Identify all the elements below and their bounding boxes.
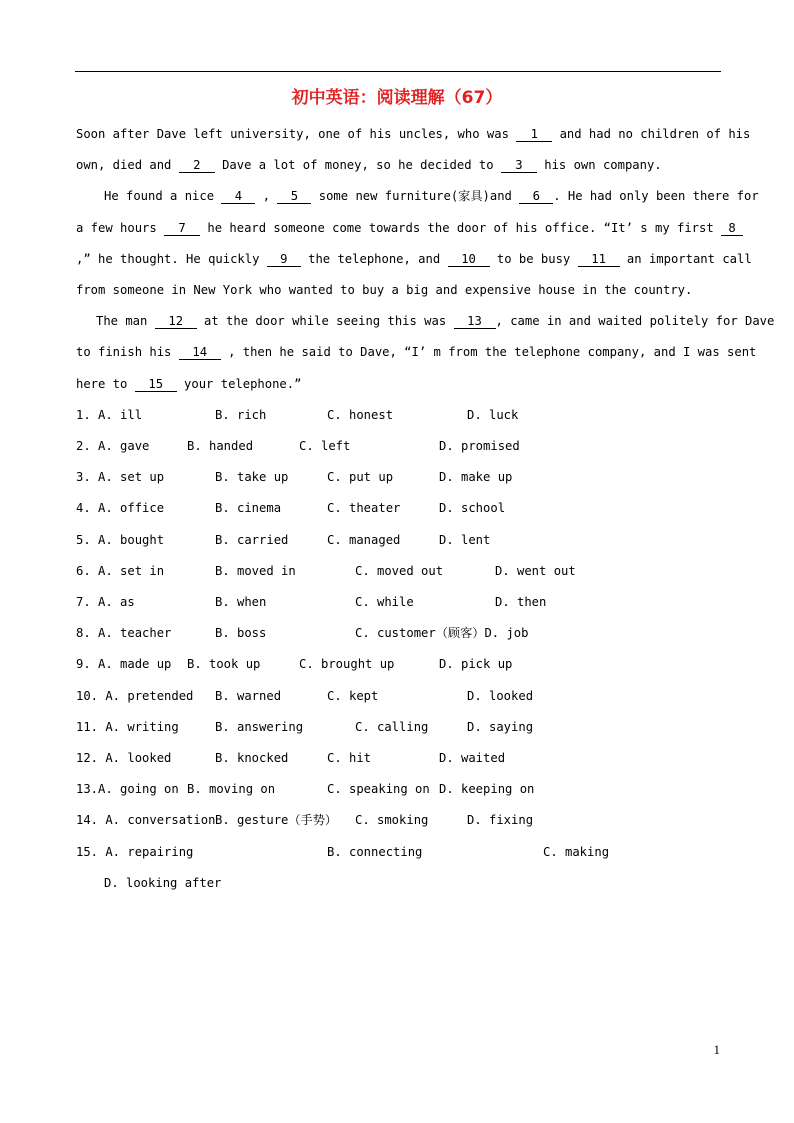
- option-a[interactable]: 4. A. office: [76, 501, 165, 515]
- option-c[interactable]: C. speaking on: [327, 782, 430, 796]
- blank-12[interactable]: 12: [155, 314, 197, 329]
- option-d[interactable]: D. school: [439, 501, 506, 515]
- option-c[interactable]: C. left: [299, 439, 351, 453]
- page-title: 初中英语：阅读理解（67）: [291, 88, 503, 108]
- blank-4[interactable]: 4: [221, 189, 255, 204]
- option-b[interactable]: B. gesture（手势）: [215, 813, 338, 827]
- option-d[interactable]: D. looking after: [104, 876, 222, 890]
- passage-line: own, died and 2 Dave a lot of money, so he decided to 3 his own company.: [76, 158, 662, 172]
- option-b[interactable]: B. handed: [187, 439, 254, 453]
- option-d[interactable]: D. promised: [439, 439, 520, 453]
- option-b[interactable]: B. moved in: [215, 564, 296, 578]
- blank-6[interactable]: 6: [519, 189, 553, 204]
- option-c[interactable]: C. hit: [327, 751, 372, 765]
- option-a[interactable]: 10. A. pretended: [76, 689, 194, 703]
- option-d[interactable]: D. pick up: [439, 657, 513, 671]
- option-a[interactable]: 2. A. gave: [76, 439, 150, 453]
- blank-1[interactable]: 1: [516, 127, 552, 142]
- passage-line: Soon after Dave left university, one of his uncles, who was 1 and had no children of his: [76, 127, 751, 141]
- option-c[interactable]: C. calling: [355, 720, 429, 734]
- option-d[interactable]: D. make up: [439, 470, 513, 484]
- option-b[interactable]: B. moving on: [187, 782, 276, 796]
- option-c[interactable]: C. making: [543, 845, 610, 859]
- option-a[interactable]: 15. A. repairing: [76, 845, 194, 859]
- blank-2[interactable]: 2: [179, 158, 215, 173]
- option-a[interactable]: 11. A. writing: [76, 720, 179, 734]
- blank-15[interactable]: 15: [135, 377, 177, 392]
- passage-line: here to 15 your telephone.”: [76, 377, 302, 391]
- page-number: 1: [713, 1042, 720, 1057]
- passage-line: The man 12 at the door while seeing this was 13 , came in and waited politely for Dave: [96, 314, 775, 328]
- passage-line: a few hours 7 he heard someone come towards the door of his office. “It’ s my first 8: [76, 219, 743, 237]
- option-b[interactable]: B. boss: [215, 626, 267, 640]
- blank-8[interactable]: 8: [721, 221, 743, 236]
- option-c[interactable]: C. while: [355, 595, 414, 609]
- option-b[interactable]: B. take up: [215, 470, 289, 484]
- option-c[interactable]: C. customer（顾客）D. job: [355, 626, 529, 640]
- blank-11[interactable]: 11: [578, 252, 620, 267]
- option-c[interactable]: C. honest: [327, 408, 394, 422]
- option-b[interactable]: B. when: [215, 595, 267, 609]
- blank-10[interactable]: 10: [448, 252, 490, 267]
- option-d[interactable]: D. lent: [439, 533, 491, 547]
- option-a[interactable]: 1. A. ill: [76, 408, 143, 422]
- option-d[interactable]: D. waited: [439, 751, 506, 765]
- option-b[interactable]: B. cinema: [215, 501, 282, 515]
- option-b[interactable]: B. rich: [215, 408, 267, 422]
- passage-line: to finish his 14 , then he said to Dave, “I’ m from the telephone company, and I was sent: [76, 345, 757, 359]
- option-a[interactable]: 8. A. teacher: [76, 626, 172, 640]
- option-b[interactable]: B. connecting: [327, 845, 423, 859]
- option-d[interactable]: D. fixing: [467, 813, 534, 827]
- option-d[interactable]: D. went out: [495, 564, 576, 578]
- option-a[interactable]: 14. A. conversation: [76, 813, 216, 827]
- option-d[interactable]: D. luck: [467, 408, 519, 422]
- option-a[interactable]: 6. A. set in: [76, 564, 165, 578]
- option-c[interactable]: C. kept: [327, 689, 379, 703]
- header-rule: [75, 71, 721, 72]
- option-c[interactable]: C. theater: [327, 501, 401, 515]
- option-a[interactable]: 3. A. set up: [76, 470, 165, 484]
- passage-line: ,” he thought. He quickly 9 the telephone, and 10 to be busy 11 an important call: [76, 252, 752, 266]
- option-c[interactable]: C. managed: [327, 533, 401, 547]
- option-d[interactable]: D. saying: [467, 720, 534, 734]
- blank-3[interactable]: 3: [501, 158, 537, 173]
- blank-9[interactable]: 9: [267, 252, 301, 267]
- blank-5[interactable]: 5: [277, 189, 311, 204]
- option-b[interactable]: B. knocked: [215, 751, 289, 765]
- option-d[interactable]: D. then: [495, 595, 547, 609]
- option-a[interactable]: 5. A. bought: [76, 533, 165, 547]
- option-b[interactable]: B. carried: [215, 533, 289, 547]
- option-b[interactable]: B. warned: [215, 689, 282, 703]
- option-d[interactable]: D. keeping on: [439, 782, 535, 796]
- option-c[interactable]: C. smoking: [355, 813, 429, 827]
- option-c[interactable]: C. brought up: [299, 657, 395, 671]
- option-c[interactable]: C. put up: [327, 470, 394, 484]
- option-a[interactable]: 13.A. going on: [76, 782, 179, 796]
- option-a[interactable]: 12. A. looked: [76, 751, 172, 765]
- option-b[interactable]: B. answering: [215, 720, 304, 734]
- passage-line: from someone in New York who wanted to buy a big and expensive house in the country.: [76, 283, 693, 297]
- option-a[interactable]: 7. A. as: [76, 595, 135, 609]
- blank-7[interactable]: 7: [164, 221, 200, 236]
- option-d[interactable]: D. looked: [467, 689, 534, 703]
- passage-line: He found a nice 4 , 5 some new furniture(家具)and 6 . He had only been there for: [104, 189, 759, 203]
- option-a[interactable]: 9. A. made up: [76, 657, 172, 671]
- option-b[interactable]: B. took up: [187, 657, 261, 671]
- blank-13[interactable]: 13: [454, 314, 496, 329]
- blank-14[interactable]: 14: [179, 345, 221, 360]
- option-c[interactable]: C. moved out: [355, 564, 444, 578]
